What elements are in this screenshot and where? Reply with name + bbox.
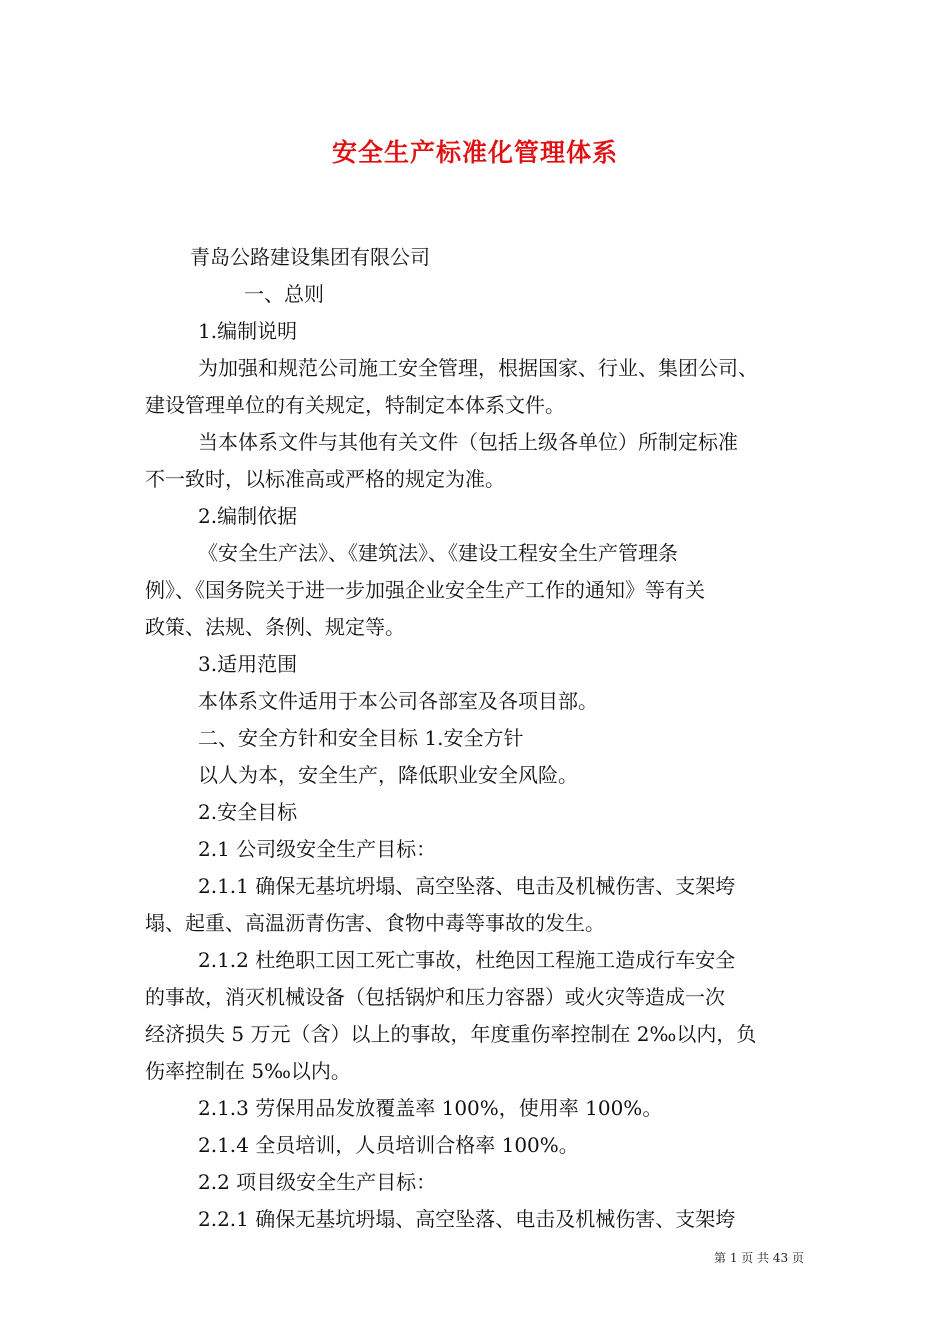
company-name: 青岛公路建设集团有限公司 [190,245,430,269]
section-heading: 二、安全方针和安全目标 1.安全方针 [198,726,524,750]
section-heading: 一、总则 [244,282,324,306]
subsection-heading: 2.1 公司级安全生产目标： [198,837,437,861]
paragraph-line: 2.2.1 确保无基坑坍塌、高空坠落、电击及机械伤害、支架垮 [198,1207,736,1231]
paragraph-line: 2.1.2 杜绝职工因工死亡事故，杜绝因工程施工造成行车安全 [198,948,736,972]
paragraph-line: 为加强和规范公司施工安全管理，根据国家、行业、集团公司、 [198,356,758,380]
paragraph-line: 2.1.4 全员培训，人员培训合格率 100%。 [198,1133,579,1157]
subsection-heading: 1.编制说明 [198,319,298,343]
paragraph-line: 当本体系文件与其他有关文件（包括上级各单位）所制定标准 [198,430,738,454]
paragraph-line: 建设管理单位的有关规定，特制定本体系文件。 [145,393,565,417]
subsection-heading: 2.安全目标 [198,800,298,824]
paragraph-line: 以人为本，安全生产，降低职业安全风险。 [198,763,578,787]
paragraph-line: 本体系文件适用于本公司各部室及各项目部。 [198,689,598,713]
paragraph-line: 政策、法规、条例、规定等。 [145,615,405,639]
paragraph-line: 《安全生产法》、《建筑法》、《建设工程安全生产管理条 [198,541,678,565]
subsection-heading: 2.2 项目级安全生产目标： [198,1170,437,1194]
paragraph-line: 2.1.3 劳保用品发放覆盖率 100%，使用率 100%。 [198,1096,663,1120]
subsection-heading: 3.适用范围 [198,652,298,676]
subsection-heading: 2.编制依据 [198,504,298,528]
paragraph-line: 经济损失 5 万元（含）以上的事故，年度重伤率控制在 2‰以内，负 [145,1022,757,1046]
paragraph-line: 的事故，消灭机械设备（包括锅炉和压力容器）或火灾等造成一次 [145,985,725,1009]
paragraph-line: 伤率控制在 5‰以内。 [145,1059,351,1083]
paragraph-line: 不一致时，以标准高或严格的规定为准。 [145,467,505,491]
page-number-footer: 第 1 页 共 43 页 [714,1251,804,1265]
paragraph-line: 塌、起重、高温沥青伤害、食物中毒等事故的发生。 [145,911,605,935]
paragraph-line: 例》、《国务院关于进一步加强企业安全生产工作的通知》等有关 [145,578,705,602]
document-title: 安全生产标准化管理体系 [331,138,618,167]
paragraph-line: 2.1.1 确保无基坑坍塌、高空坠落、电击及机械伤害、支架垮 [198,874,736,898]
